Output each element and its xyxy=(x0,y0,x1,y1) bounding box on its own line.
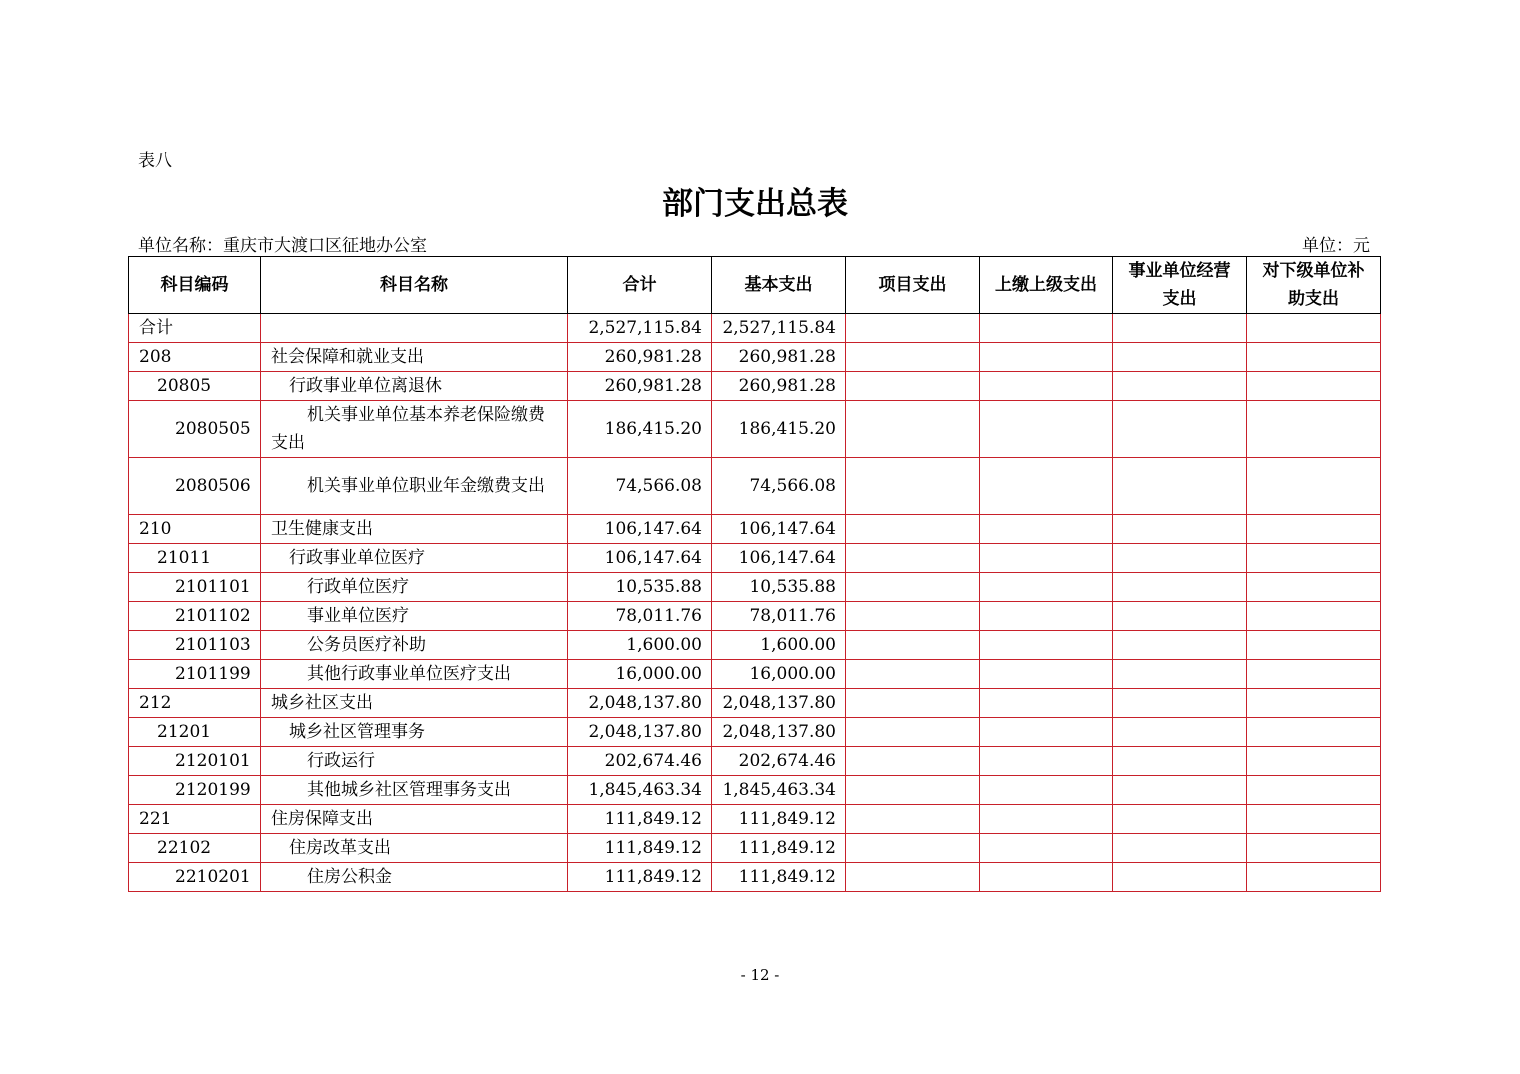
cell-project-expenditure xyxy=(846,718,980,747)
cell-subject-code: 2120101 xyxy=(129,747,261,776)
cell-project-expenditure xyxy=(846,314,980,343)
cell-business-expenditure xyxy=(1113,631,1247,660)
cell-business-expenditure xyxy=(1113,458,1247,515)
cell-basic-expenditure: 111,849.12 xyxy=(712,834,846,863)
header-subsidy-line-1: 对下级单位补 xyxy=(1262,261,1365,281)
cell-basic-expenditure: 2,048,137.80 xyxy=(712,718,846,747)
cell-project-expenditure xyxy=(846,863,980,892)
cell-subject-name: 机关事业单位职业年金缴费支出 xyxy=(261,458,568,515)
cell-remit-superior xyxy=(980,343,1113,372)
cell-total: 111,849.12 xyxy=(568,834,712,863)
cell-total: 1,600.00 xyxy=(568,631,712,660)
table-row xyxy=(129,372,1381,401)
cell-remit-superior xyxy=(980,458,1113,515)
table-row xyxy=(129,631,1381,660)
cell-total: 106,147.64 xyxy=(568,544,712,573)
cell-subsidy-subordinate xyxy=(1247,689,1381,718)
cell-subsidy-subordinate xyxy=(1247,776,1381,805)
expenditure-table xyxy=(128,256,1381,892)
cell-project-expenditure xyxy=(846,343,980,372)
cell-subject-code: 20805 xyxy=(129,372,261,401)
table-row xyxy=(129,314,1381,343)
cell-subject-name: 住房保障支出 xyxy=(261,805,568,834)
cell-subject-name: 社会保障和就业支出 xyxy=(261,343,568,372)
cell-project-expenditure xyxy=(846,544,980,573)
table-row xyxy=(129,834,1381,863)
cell-basic-expenditure: 74,566.08 xyxy=(712,458,846,515)
cell-subject-name: 行政运行 xyxy=(261,747,568,776)
cell-business-expenditure xyxy=(1113,747,1247,776)
cell-subject-name: 卫生健康支出 xyxy=(261,515,568,544)
cell-subsidy-subordinate xyxy=(1247,747,1381,776)
cell-business-expenditure xyxy=(1113,372,1247,401)
cell-basic-expenditure: 260,981.28 xyxy=(712,343,846,372)
cell-subject-name: 行政事业单位医疗 xyxy=(261,544,568,573)
cell-total: 78,011.76 xyxy=(568,602,712,631)
cell-remit-superior xyxy=(980,834,1113,863)
cell-subject-name: 行政单位医疗 xyxy=(261,573,568,602)
cell-project-expenditure xyxy=(846,602,980,631)
page-title: 部门支出总表 xyxy=(662,186,848,222)
cell-subsidy-subordinate xyxy=(1247,863,1381,892)
cell-subject-name: 公务员医疗补助 xyxy=(261,631,568,660)
cell-subject-code: 212 xyxy=(129,689,261,718)
cell-subsidy-subordinate xyxy=(1247,631,1381,660)
cell-basic-expenditure: 202,674.46 xyxy=(712,747,846,776)
cell-remit-superior xyxy=(980,631,1113,660)
cell-remit-superior xyxy=(980,602,1113,631)
table-row xyxy=(129,602,1381,631)
cell-business-expenditure xyxy=(1113,834,1247,863)
cell-total: 260,981.28 xyxy=(568,372,712,401)
currency-unit-label: 单位：元 xyxy=(1302,236,1370,256)
cell-total: 260,981.28 xyxy=(568,343,712,372)
cell-remit-superior xyxy=(980,401,1113,458)
table-row xyxy=(129,718,1381,747)
cell-project-expenditure xyxy=(846,747,980,776)
cell-subject-code: 2120199 xyxy=(129,776,261,805)
cell-remit-superior xyxy=(980,776,1113,805)
cell-basic-expenditure: 111,849.12 xyxy=(712,863,846,892)
cell-subject-name: 城乡社区管理事务 xyxy=(261,718,568,747)
cell-business-expenditure xyxy=(1113,314,1247,343)
cell-project-expenditure xyxy=(846,631,980,660)
cell-subject-code: 合计 xyxy=(129,314,261,343)
header-business-line-2: 支出 xyxy=(1162,289,1197,309)
header-subsidy-line-2: 助支出 xyxy=(1288,289,1339,309)
table-number-label: 表八 xyxy=(138,151,172,171)
cell-total: 74,566.08 xyxy=(568,458,712,515)
cell-total: 186,415.20 xyxy=(568,401,712,458)
cell-basic-expenditure: 78,011.76 xyxy=(712,602,846,631)
cell-subsidy-subordinate xyxy=(1247,515,1381,544)
cell-basic-expenditure: 111,849.12 xyxy=(712,805,846,834)
header-total: 合计 xyxy=(568,257,712,314)
cell-project-expenditure xyxy=(846,401,980,458)
cell-total: 10,535.88 xyxy=(568,573,712,602)
cell-subject-name: 机关事业单位基本养老保险缴费支出 xyxy=(261,401,568,458)
cell-subject-name xyxy=(261,314,568,343)
cell-project-expenditure xyxy=(846,689,980,718)
cell-subject-name: 其他城乡社区管理事务支出 xyxy=(261,776,568,805)
table-row xyxy=(129,544,1381,573)
cell-project-expenditure xyxy=(846,805,980,834)
cell-subject-code: 22102 xyxy=(129,834,261,863)
cell-total: 111,849.12 xyxy=(568,863,712,892)
table-row xyxy=(129,863,1381,892)
cell-subsidy-subordinate xyxy=(1247,401,1381,458)
table-row xyxy=(129,573,1381,602)
table-row xyxy=(129,805,1381,834)
cell-remit-superior xyxy=(980,660,1113,689)
cell-subject-name: 住房改革支出 xyxy=(261,834,568,863)
cell-basic-expenditure: 16,000.00 xyxy=(712,660,846,689)
cell-subject-name: 城乡社区支出 xyxy=(261,689,568,718)
cell-subsidy-subordinate xyxy=(1247,458,1381,515)
cell-subject-code: 2080506 xyxy=(129,458,261,515)
cell-remit-superior xyxy=(980,863,1113,892)
cell-remit-superior xyxy=(980,747,1113,776)
cell-total: 2,527,115.84 xyxy=(568,314,712,343)
header-basic-expenditure: 基本支出 xyxy=(712,257,846,314)
cell-subject-name: 住房公积金 xyxy=(261,863,568,892)
cell-subject-code: 2101102 xyxy=(129,602,261,631)
cell-basic-expenditure: 2,048,137.80 xyxy=(712,689,846,718)
cell-subsidy-subordinate xyxy=(1247,372,1381,401)
header-project-expenditure: 项目支出 xyxy=(846,257,980,314)
cell-business-expenditure xyxy=(1113,544,1247,573)
cell-total: 2,048,137.80 xyxy=(568,718,712,747)
cell-business-expenditure xyxy=(1113,573,1247,602)
cell-business-expenditure xyxy=(1113,805,1247,834)
cell-business-expenditure xyxy=(1113,515,1247,544)
cell-business-expenditure xyxy=(1113,401,1247,458)
cell-total: 1,845,463.34 xyxy=(568,776,712,805)
cell-subject-code: 2101103 xyxy=(129,631,261,660)
cell-business-expenditure xyxy=(1113,863,1247,892)
cell-subsidy-subordinate xyxy=(1247,314,1381,343)
cell-total: 111,849.12 xyxy=(568,805,712,834)
cell-total: 202,674.46 xyxy=(568,747,712,776)
cell-remit-superior xyxy=(980,805,1113,834)
cell-subject-name: 其他行政事业单位医疗支出 xyxy=(261,660,568,689)
cell-remit-superior xyxy=(980,515,1113,544)
header-subject-name: 科目名称 xyxy=(261,257,568,314)
table-row xyxy=(129,660,1381,689)
cell-basic-expenditure: 260,981.28 xyxy=(712,372,846,401)
cell-subsidy-subordinate xyxy=(1247,602,1381,631)
cell-project-expenditure xyxy=(846,515,980,544)
cell-subject-code: 210 xyxy=(129,515,261,544)
table-row xyxy=(129,401,1381,458)
cell-subject-code: 2101101 xyxy=(129,573,261,602)
cell-subject-code: 21201 xyxy=(129,718,261,747)
cell-subsidy-subordinate xyxy=(1247,805,1381,834)
cell-subject-name: 行政事业单位离退休 xyxy=(261,372,568,401)
cell-subsidy-subordinate xyxy=(1247,573,1381,602)
table-header-row xyxy=(129,257,1381,314)
cell-subsidy-subordinate xyxy=(1247,834,1381,863)
cell-project-expenditure xyxy=(846,458,980,515)
page-number: - 12 - xyxy=(740,966,780,984)
unit-name-label: 单位名称：重庆市大渡口区征地办公室 xyxy=(138,236,427,256)
cell-subject-code: 221 xyxy=(129,805,261,834)
cell-business-expenditure xyxy=(1113,660,1247,689)
cell-business-expenditure xyxy=(1113,718,1247,747)
header-subject-code: 科目编码 xyxy=(129,257,261,314)
header-business-expenditure xyxy=(1113,257,1247,314)
table-row xyxy=(129,343,1381,372)
cell-subject-code: 2210201 xyxy=(129,863,261,892)
header-subsidy-subordinate xyxy=(1247,257,1381,314)
cell-basic-expenditure: 106,147.64 xyxy=(712,515,846,544)
cell-project-expenditure xyxy=(846,776,980,805)
cell-remit-superior xyxy=(980,718,1113,747)
cell-total: 2,048,137.80 xyxy=(568,689,712,718)
cell-remit-superior xyxy=(980,573,1113,602)
header-business-line-1: 事业单位经营 xyxy=(1128,261,1231,281)
cell-subsidy-subordinate xyxy=(1247,343,1381,372)
cell-business-expenditure xyxy=(1113,689,1247,718)
cell-business-expenditure xyxy=(1113,776,1247,805)
cell-business-expenditure xyxy=(1113,602,1247,631)
cell-project-expenditure xyxy=(846,573,980,602)
table-row xyxy=(129,458,1381,515)
cell-remit-superior xyxy=(980,314,1113,343)
table-row xyxy=(129,747,1381,776)
cell-basic-expenditure: 186,415.20 xyxy=(712,401,846,458)
cell-subject-code: 21011 xyxy=(129,544,261,573)
table-row xyxy=(129,515,1381,544)
cell-project-expenditure xyxy=(846,372,980,401)
cell-basic-expenditure: 10,535.88 xyxy=(712,573,846,602)
cell-basic-expenditure: 1,600.00 xyxy=(712,631,846,660)
cell-total: 16,000.00 xyxy=(568,660,712,689)
cell-subsidy-subordinate xyxy=(1247,660,1381,689)
cell-total: 106,147.64 xyxy=(568,515,712,544)
cell-remit-superior xyxy=(980,689,1113,718)
table-row xyxy=(129,776,1381,805)
cell-subject-code: 208 xyxy=(129,343,261,372)
cell-subsidy-subordinate xyxy=(1247,718,1381,747)
cell-basic-expenditure: 106,147.64 xyxy=(712,544,846,573)
cell-subsidy-subordinate xyxy=(1247,544,1381,573)
cell-project-expenditure xyxy=(846,660,980,689)
cell-basic-expenditure: 2,527,115.84 xyxy=(712,314,846,343)
cell-basic-expenditure: 1,845,463.34 xyxy=(712,776,846,805)
cell-subject-name: 事业单位医疗 xyxy=(261,602,568,631)
cell-subject-code: 2080505 xyxy=(129,401,261,458)
table-row xyxy=(129,689,1381,718)
cell-business-expenditure xyxy=(1113,343,1247,372)
cell-project-expenditure xyxy=(846,834,980,863)
cell-remit-superior xyxy=(980,372,1113,401)
cell-subject-code: 2101199 xyxy=(129,660,261,689)
cell-remit-superior xyxy=(980,544,1113,573)
header-remit-superior: 上缴上级支出 xyxy=(980,257,1113,314)
table-body xyxy=(129,314,1381,892)
